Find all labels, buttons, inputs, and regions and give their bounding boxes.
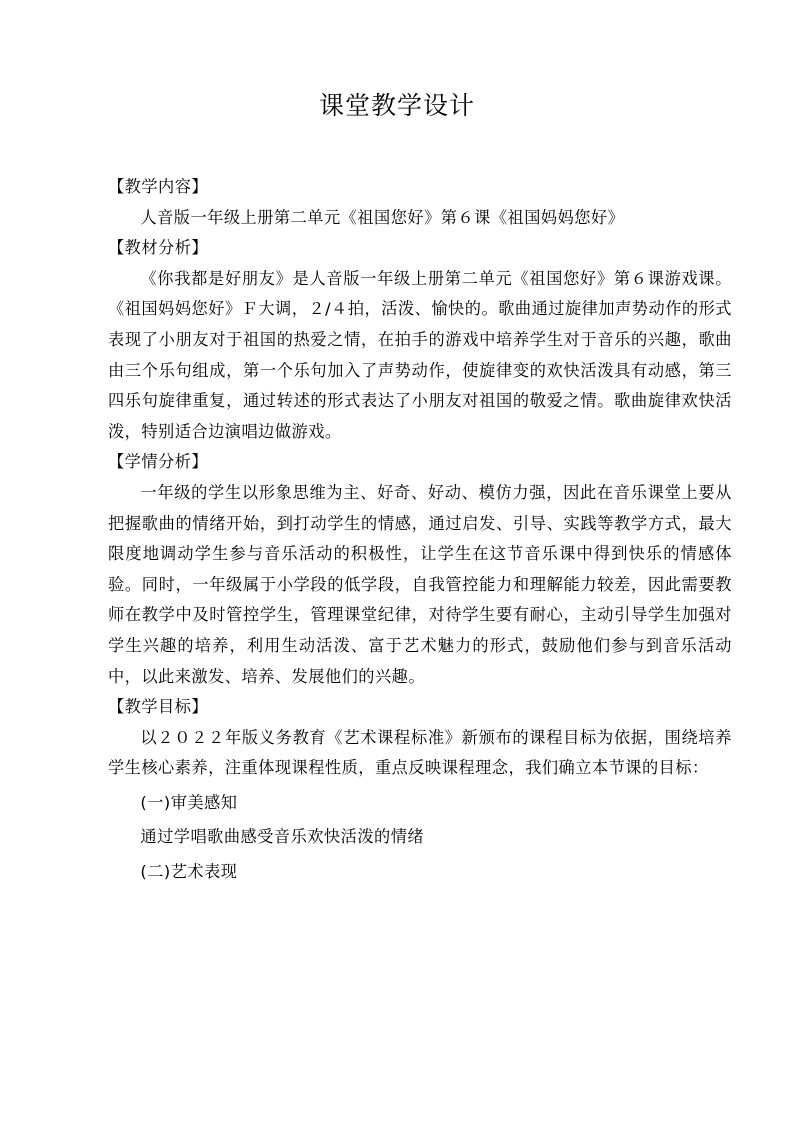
document-body [108, 172, 732, 888]
page-title: 课堂教学设计 [318, 91, 475, 120]
objective-text-aesthetic-perception: 通过学唱歌曲感受音乐欢快活泼的情绪 [140, 827, 425, 847]
section-heading-teaching-content: 【教学内容】 [108, 177, 209, 196]
teaching-content-text: 人音版一年级上册第二单元《祖国您好》第６课《祖国妈妈您好》 [140, 207, 625, 227]
objective-label-artistic-expression: (二)艺术表现 [140, 862, 238, 882]
section-heading-student-analysis: 【学情分析】 [108, 452, 209, 472]
teaching-goals-text: 以２０２２年版义务教育《艺术课程标准》新颁布的课程目标为依据，围绕培养学生核心素养，注重体现课程性质，重点反映课程理念，我们确立本节课的目标： [108, 727, 732, 778]
objective-label-aesthetic-perception: (一)审美感知 [140, 792, 238, 812]
section-heading-teaching-goals: 【教学目标】 [108, 697, 209, 717]
section-heading-textbook-analysis: 【教材分析】 [108, 238, 209, 258]
student-analysis-text: 一年级的学生以形象思维为主、好奇、好动、模仿力强，因此在音乐课堂上要从把握歌曲的情绪开始，到打动学生的情感，通过启发、引导、实践等教学方式，最大限度地调动学生参与音乐活动的积极性，让学生在这节音乐课中得到快乐的情感体验。同时，一年级属于小学段的低学段，自我管控能力和理解能力较差，因此需要教师在教学中及时管控学生，管理课堂纪律，对待学生要有耐心，主动引导学生加强对学生兴趣的培养，利用生动活泼、富于艺术魅力的形式，鼓励他们参与到音乐活动中，以此来激发、培养、发展他们的兴趣。 [108, 482, 732, 686]
textbook-analysis-text: 《你我都是好朋友》是人音版一年级上册第二单元《祖国您好》第６课游戏课。《祖国妈妈您好》Ｆ大调，２/４拍，活泼、愉快的。歌曲通过旋律加声势动作的形式表现了小朋友对于祖国的热爱之情，在拍手的游戏中培养学生对于音乐的兴趣，歌曲由三个乐句组成，第一个乐句加入了声势动作，使旋律变的欢快活泼具有动感，第三四乐句旋律重复，通过转述的形式表达了小朋友对祖国的敬爱之情。歌曲旋律欢快活泼，特别适合边演唱边做游戏。 [108, 268, 732, 441]
